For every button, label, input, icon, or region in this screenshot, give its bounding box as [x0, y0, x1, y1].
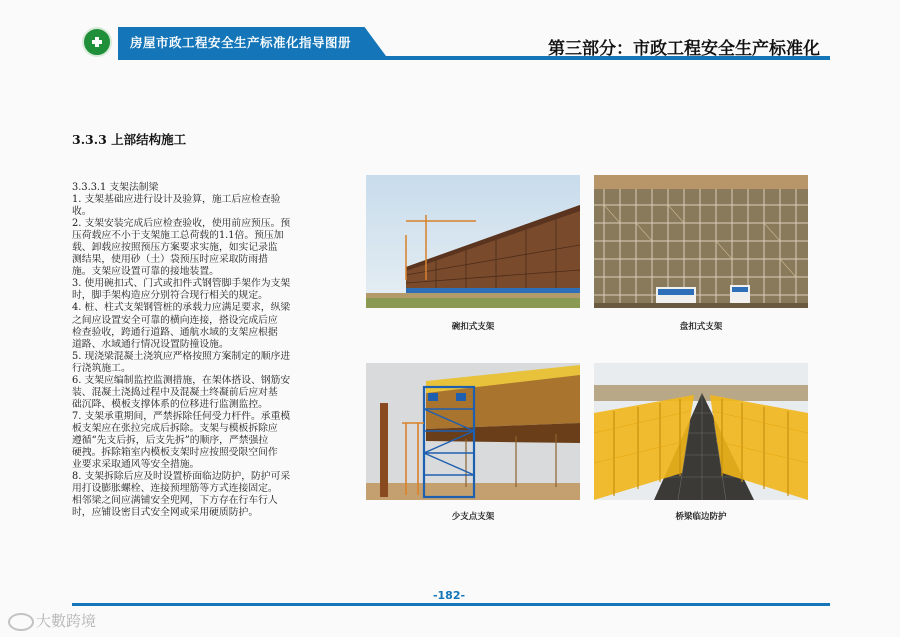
body-text	[72, 182, 350, 519]
section-title: 第三部分：市政工程安全生产标准化	[548, 39, 820, 59]
text-line: 3. 使用碗扣式、门式或扣件式钢管脚手架作为支架	[72, 278, 291, 290]
paragraph-title: 3.3.3.1 支架法制梁	[72, 182, 159, 193]
text-line: 遵循“先支后拆，后支先拆”的顺序，严禁强拉	[72, 434, 269, 446]
text-line: 压荷载应不小于支架施工总荷载的1.1倍。预压加	[72, 230, 284, 242]
text-line: 业要求采取通风等安全措施。	[72, 459, 200, 471]
safety-cross-logo-icon	[82, 27, 112, 57]
text-line: 础沉降、模板支撑体系的位移进行监测监控。	[72, 398, 268, 410]
text-line: 硬拽。拆除箱室内模板支架时应按照受限空间作	[72, 447, 278, 459]
watermark-text: 大數跨境	[36, 612, 97, 630]
guide-title: 房屋市政工程安全生产标准化指导图册	[130, 35, 352, 50]
text-line: 8. 支架拆除后应及时设置桥面临边防护，防护可采	[72, 471, 291, 483]
disc-buckle-scaffold-photo	[594, 175, 808, 308]
text-line: 用打设膨胀螺栓、连接预埋筋等方式连接固定。	[72, 483, 278, 495]
subsection-title: 3.3.3 上部结构施工	[72, 132, 187, 147]
text-line: 载、卸载应按照预压方案要求实施，如实记录监	[72, 242, 278, 254]
photo-caption: 盘扣式支架	[679, 322, 723, 332]
text-line: 测结果，使用砂（土）袋预压时应采取防雨措	[72, 254, 268, 266]
text-line: 施。支架应设置可靠的接地装置。	[72, 266, 219, 278]
text-line: 检查验收，跨通行道路、通航水域的支架应根据	[72, 326, 278, 338]
text-line: 7. 支架承重期间，严禁拆除任何受力杆件。承重模	[72, 410, 291, 422]
photo-caption: 少支点支架	[451, 512, 495, 522]
photo-caption: 碗扣式支架	[451, 322, 495, 332]
watermark-logo-icon	[8, 613, 34, 631]
text-line: 道路、水域通行情况设置防撞设施。	[72, 338, 229, 350]
bowl-buckle-scaffold-photo	[366, 175, 580, 308]
text-line: 行浇筑施工。	[72, 362, 131, 374]
text-line: 板支架应在张拉完成后拆除。支架与模板拆除应	[72, 422, 278, 434]
photo-caption: 桥梁临边防护	[675, 512, 727, 522]
bridge-edge-protection-photo	[594, 363, 808, 500]
text-line: 4. 桩、柱式支架钢管桩的承载力应满足要求，纵梁	[72, 302, 291, 314]
text-line: 时，应铺设密目式安全网或采用硬质防护。	[72, 507, 259, 519]
text-line: 相邻梁之间应满铺安全兜网，下方存在行车行人	[72, 495, 278, 507]
text-line: 6. 支架应编制监控监测措施，在架体搭设、钢筋安	[72, 374, 291, 386]
text-line: 收。	[72, 206, 92, 218]
page-number: -182-	[432, 589, 466, 602]
footer-rule	[72, 603, 830, 606]
text-line: 5. 现浇梁混凝土浇筑应严格按照方案制定的顺序进	[72, 350, 291, 362]
text-line: 2. 支架安装完成后应检查验收，使用前应预压。预	[72, 218, 291, 230]
text-line: 时，脚手架构造应分别符合现行相关的规定。	[72, 290, 268, 302]
few-support-point-scaffold-photo	[366, 363, 580, 500]
text-line: 1. 支架基础应进行设计及验算，施工后应检查验	[72, 194, 281, 206]
text-line: 之间应设置安全可靠的横向连接，搭设完成后应	[72, 314, 278, 326]
text-line: 装、混凝土浇捣过程中及混凝土终凝前后应对基	[72, 386, 278, 398]
